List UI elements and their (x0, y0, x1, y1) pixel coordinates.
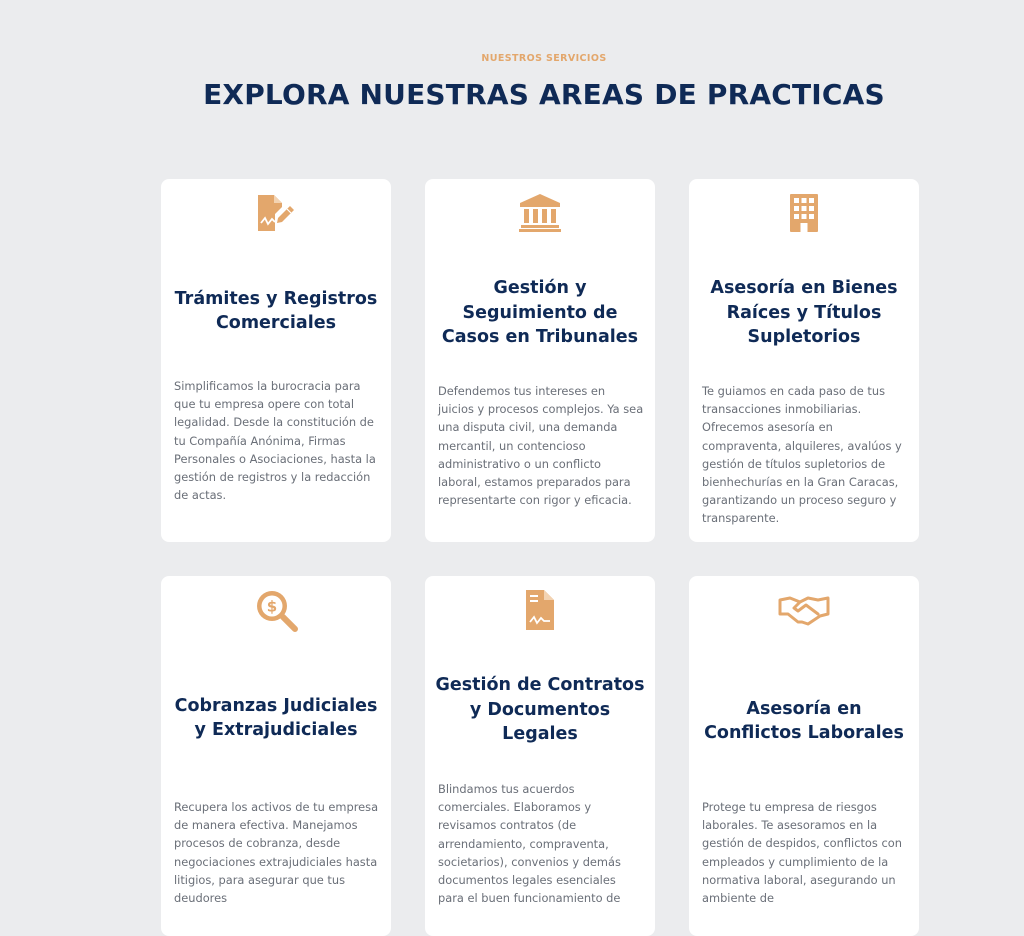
card-title: Gestión de Contratos y Documentos Legales (435, 675, 645, 745)
card-title: Cobranzas Judiciales y Extrajudiciales (174, 695, 378, 740)
card-description: Protege tu empresa de riesgos laborales. Te asesoramos en la gestión de despidos, conflictos con empleados y cumplimiento de la normativa laboral, asegurando un ambiente de (702, 800, 902, 906)
card-description: Recupera los activos de tu empresa de manera efectiva. Manejamos procesos de cobranza, desde negociaciones extrajudiciales hasta litigios, para asegurar que tus deudores (174, 800, 379, 906)
card-title: Asesoría en Conflictos Laborales (704, 698, 904, 743)
signed-document-icon (425, 588, 655, 632)
section-heading: EXPLORA NUESTRAS AREAS DE PRACTICAS (203, 78, 885, 111)
handshake-icon (689, 588, 919, 632)
eyebrow-label: NUESTROS SERVICIOS (481, 53, 607, 64)
contract-signature-icon (161, 191, 391, 235)
card-description: Defendemos tus intereses en juicios y procesos complejos. Ya sea una disputa civil, una demanda mercantil, un contencioso administrativo o un conflicto laboral, estamos preparados para representarte con rigor y eficacia. (438, 384, 644, 508)
building-icon (689, 191, 919, 235)
search-dollar-icon (161, 588, 391, 632)
card-description: Blindamos tus acuerdos comerciales. Elaboramos y revisamos contratos (de arrendamiento, compraventa, societarios), convenios y demás documentos legales esenciales para el buen funcionamiento de (438, 782, 621, 906)
card-title: Trámites y Registros Comerciales (174, 288, 378, 333)
service-card-cobranzas[interactable] (161, 576, 391, 936)
service-card-tramites[interactable] (161, 179, 391, 542)
card-title: Asesoría en Bienes Raíces y Títulos Supletorios (710, 278, 898, 348)
card-description: Te guiamos en cada paso de tus transacciones inmobiliarias. Ofrecemos asesoría en compraventa, alquileres, avalúos y gestión de títulos supletorios de bienhechurías en la Gran Caracas, garantizando un proceso seguro y transparente. (702, 384, 902, 526)
svg-text:$: $ (266, 597, 278, 616)
card-title: Gestión y Seguimiento de Casos en Tribunales (441, 278, 639, 348)
service-card-bienes-raices[interactable] (689, 179, 919, 542)
service-card-laborales[interactable] (689, 576, 919, 936)
card-description: Simplificamos la burocracia para que tu empresa opere con total legalidad. Desde la constitución de tu Compañía Anónima, Firmas Personales o Asociaciones, hasta la gestión de registros y la redacción de actas. (174, 379, 376, 503)
service-card-tribunales[interactable] (425, 179, 655, 542)
service-card-contratos[interactable] (425, 576, 655, 936)
courthouse-icon (425, 191, 655, 235)
